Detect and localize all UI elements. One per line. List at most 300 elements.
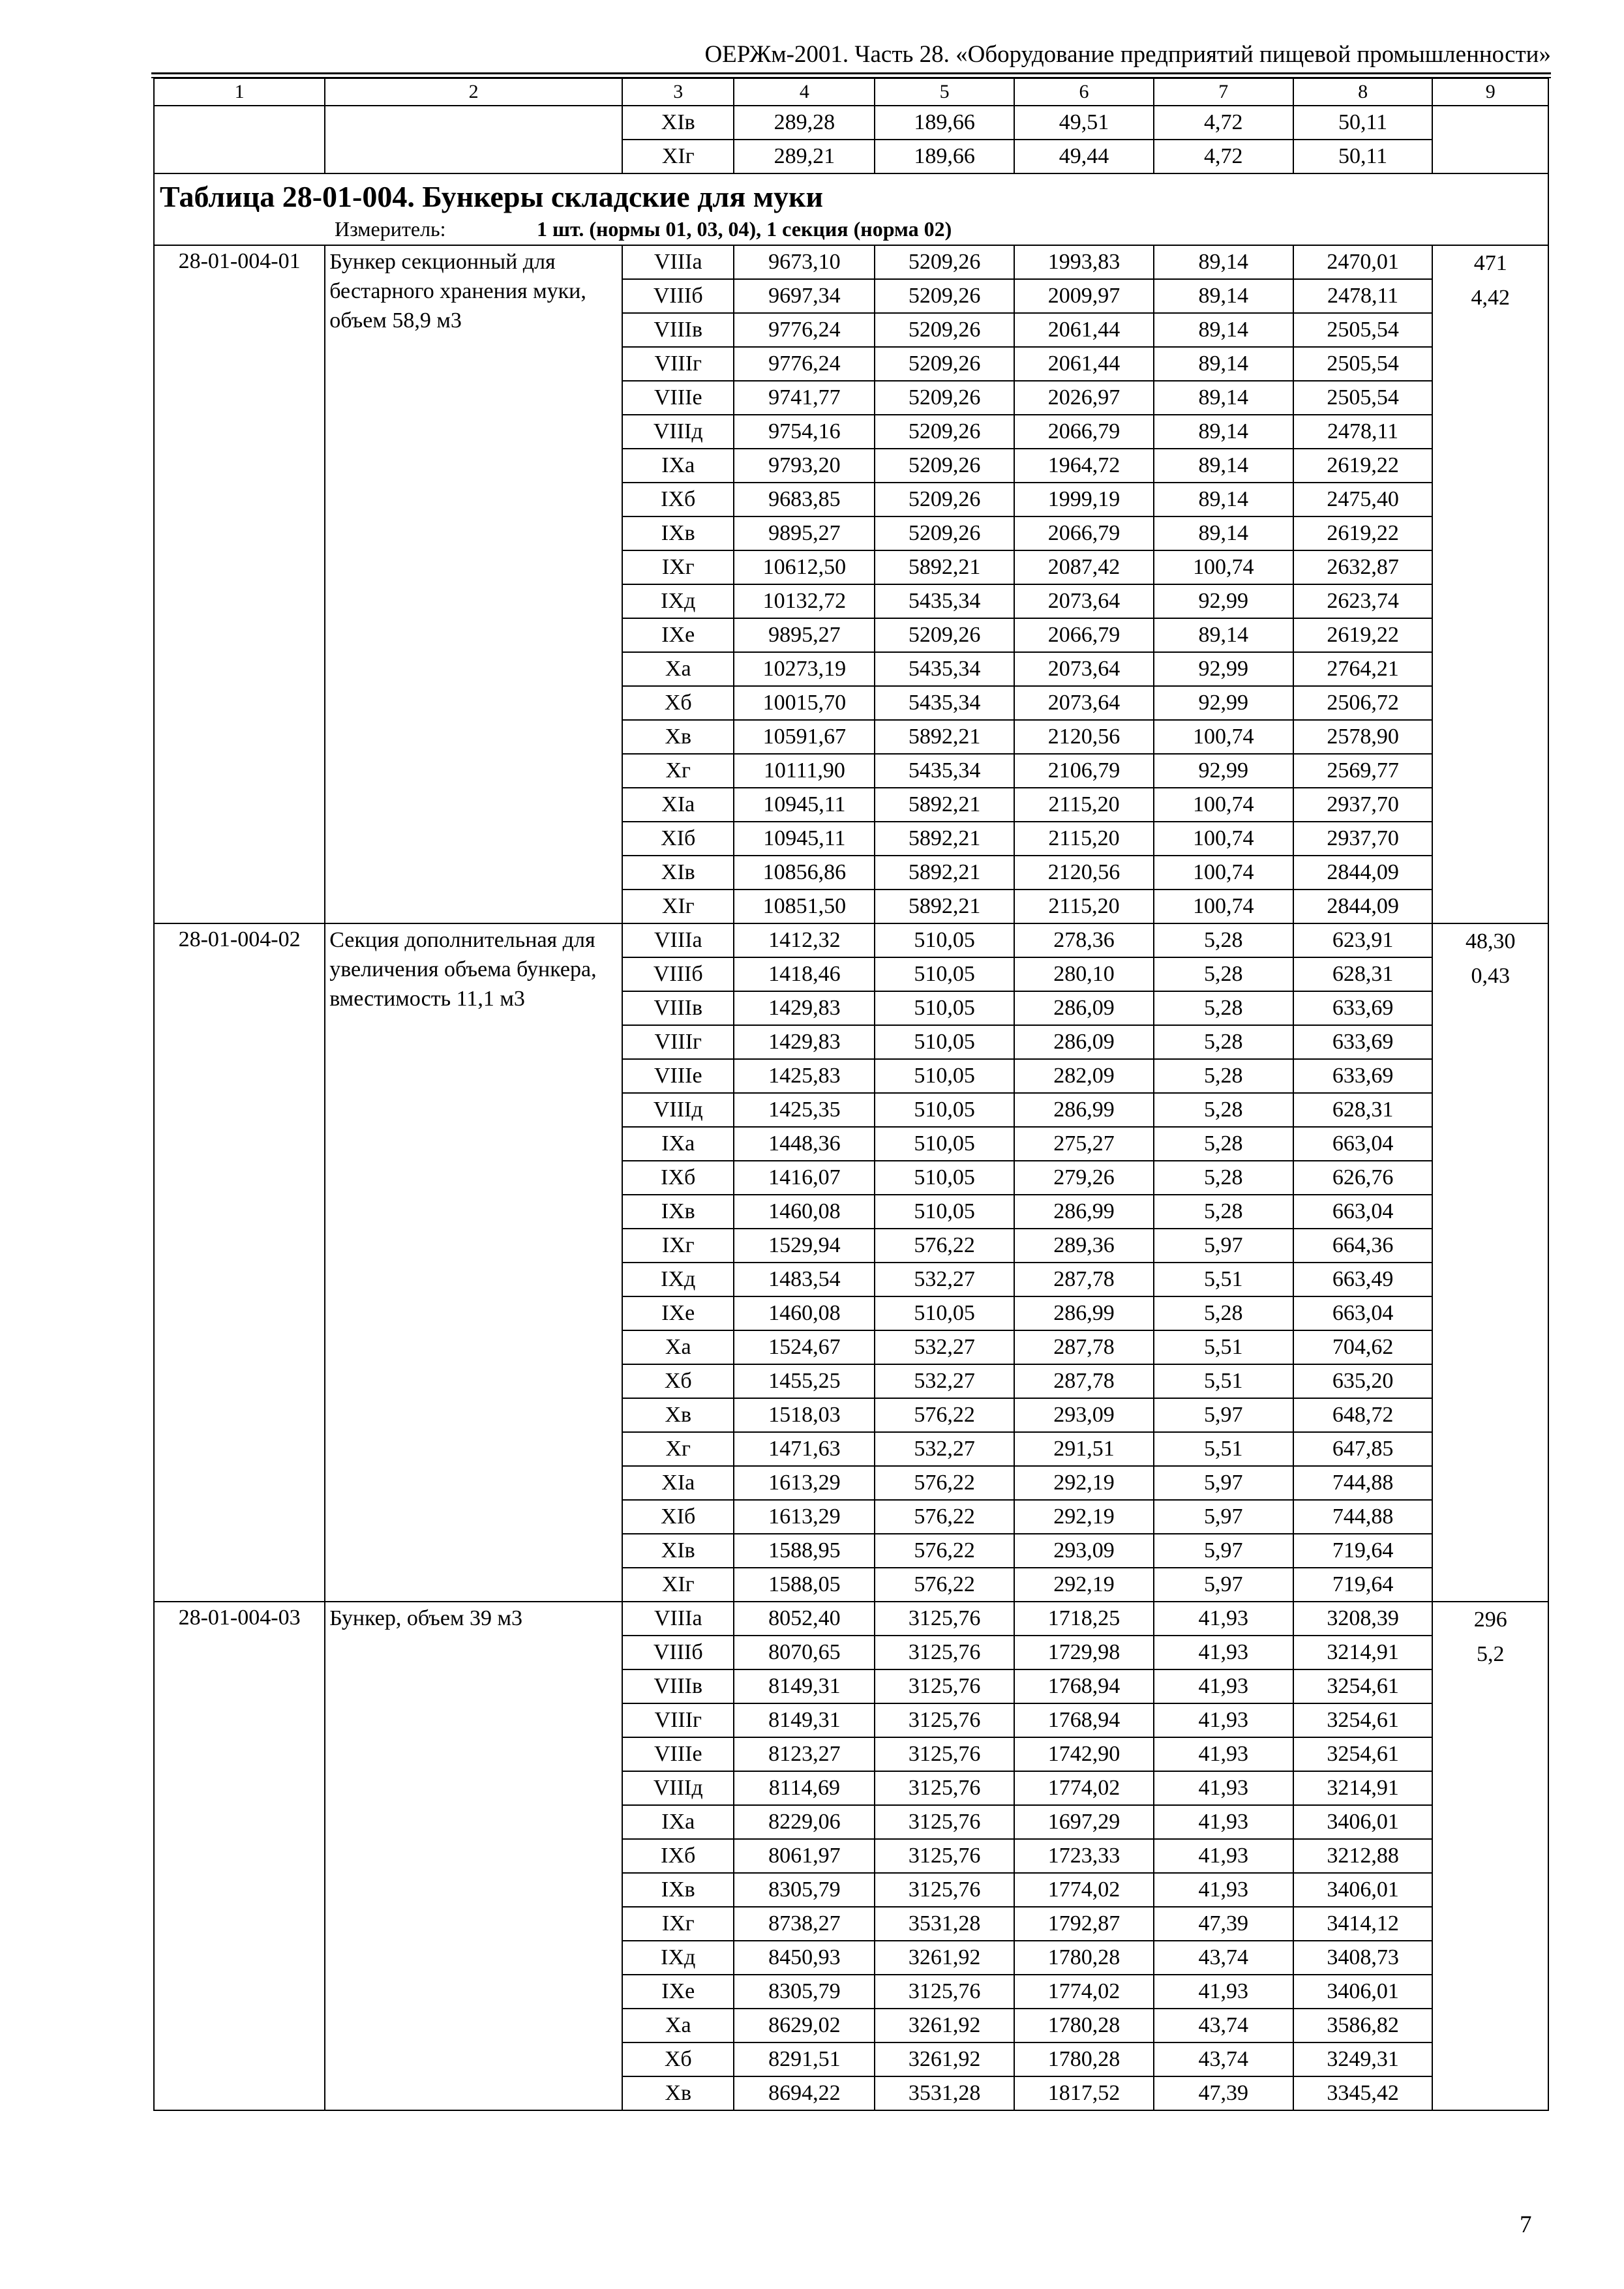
value-cell: 293,09 <box>1014 1534 1154 1568</box>
value-cell: 1723,33 <box>1014 1839 1154 1873</box>
page-number: 7 <box>1520 2211 1532 2238</box>
value-cell: 9793,20 <box>734 449 875 483</box>
value-cell: 2115,20 <box>1014 788 1154 822</box>
zone-cell: IXд <box>622 1263 734 1296</box>
column-number-cell: 1 <box>154 78 325 106</box>
column-number-cell: 7 <box>1154 78 1293 106</box>
value-cell: 89,14 <box>1154 279 1293 313</box>
norms-table <box>153 78 1549 2111</box>
value-cell: 1613,29 <box>734 1500 875 1534</box>
value-cell: 41,93 <box>1154 1602 1293 1636</box>
value-cell: 1780,28 <box>1014 1941 1154 1975</box>
value-cell: 2844,09 <box>1293 856 1433 890</box>
value-cell: 2937,70 <box>1293 788 1433 822</box>
value-cell: 287,78 <box>1014 1364 1154 1398</box>
value-cell: 100,74 <box>1154 890 1293 923</box>
zone-cell: IXб <box>622 483 734 516</box>
value-cell: 5435,34 <box>875 584 1014 618</box>
value-cell: 100,74 <box>1154 550 1293 584</box>
value-cell: 275,27 <box>1014 1127 1154 1161</box>
value-cell: 5,97 <box>1154 1229 1293 1263</box>
value-cell: 100,74 <box>1154 822 1293 856</box>
value-cell: 3214,91 <box>1293 1636 1433 1669</box>
column-number-cell: 5 <box>875 78 1014 106</box>
table-title: Таблица 28-01-004. Бункеры складские для муки <box>160 180 824 213</box>
value-cell: 5,28 <box>1154 957 1293 991</box>
value-cell: 5,97 <box>1154 1398 1293 1432</box>
value-cell: 8149,31 <box>734 1669 875 1703</box>
value-cell: 2478,11 <box>1293 279 1433 313</box>
zone-cell: Xг <box>622 1432 734 1466</box>
value-cell: 1817,52 <box>1014 2076 1154 2110</box>
value-cell: 2475,40 <box>1293 483 1433 516</box>
value-cell: 2506,72 <box>1293 686 1433 720</box>
value-cell: 41,93 <box>1154 1873 1293 1907</box>
value-cell: 89,14 <box>1154 449 1293 483</box>
value-cell: 2478,11 <box>1293 415 1433 449</box>
value-cell: 9683,85 <box>734 483 875 516</box>
value-cell: 47,39 <box>1154 2076 1293 2110</box>
value-cell: 532,27 <box>875 1263 1014 1296</box>
table-row <box>154 106 1548 140</box>
value-cell: 92,99 <box>1154 754 1293 788</box>
value-cell: 1429,83 <box>734 991 875 1025</box>
col9-cell <box>1432 923 1548 1602</box>
value-cell: 1588,95 <box>734 1534 875 1568</box>
value-cell: 1416,07 <box>734 1161 875 1195</box>
value-cell: 5209,26 <box>875 347 1014 381</box>
value-cell: 532,27 <box>875 1364 1014 1398</box>
value-cell: 5209,26 <box>875 449 1014 483</box>
value-cell: 41,93 <box>1154 1703 1293 1737</box>
zone-cell: IXв <box>622 1195 734 1229</box>
value-cell: 8052,40 <box>734 1602 875 1636</box>
value-cell: 576,22 <box>875 1398 1014 1432</box>
value-cell: 576,22 <box>875 1229 1014 1263</box>
table-title-cell <box>154 173 1548 245</box>
value-cell: 50,11 <box>1293 106 1433 140</box>
zone-cell: XIа <box>622 788 734 822</box>
value-cell: 1999,19 <box>1014 483 1154 516</box>
value-cell: 1774,02 <box>1014 1975 1154 2009</box>
zone-cell: VIIIе <box>622 1737 734 1771</box>
value-cell: 3531,28 <box>875 2076 1014 2110</box>
value-cell: 1729,98 <box>1014 1636 1154 1669</box>
col9-cell <box>1432 1602 1548 2110</box>
value-cell: 2470,01 <box>1293 245 1433 279</box>
value-cell: 89,14 <box>1154 516 1293 550</box>
value-cell: 5,28 <box>1154 1059 1293 1093</box>
value-cell: 289,21 <box>734 140 875 173</box>
col9-value: 48,30 <box>1465 929 1516 953</box>
value-cell: 10132,72 <box>734 584 875 618</box>
value-cell: 292,19 <box>1014 1500 1154 1534</box>
value-cell: 1780,28 <box>1014 2042 1154 2076</box>
value-cell: 2115,20 <box>1014 890 1154 923</box>
value-cell: 3254,61 <box>1293 1703 1433 1737</box>
value-cell: 5,28 <box>1154 1025 1293 1059</box>
value-cell: 100,74 <box>1154 788 1293 822</box>
value-cell: 9895,27 <box>734 618 875 652</box>
zone-cell: XIв <box>622 856 734 890</box>
value-cell: 5892,21 <box>875 822 1014 856</box>
value-cell: 41,93 <box>1154 1839 1293 1873</box>
description-cell: Бункер, объем 39 м3 <box>325 1602 622 2110</box>
value-cell: 10015,70 <box>734 686 875 720</box>
value-cell: 1774,02 <box>1014 1873 1154 1907</box>
value-cell: 49,51 <box>1014 106 1154 140</box>
value-cell: 2632,87 <box>1293 550 1433 584</box>
code-cell: 28-01-004-03 <box>154 1602 325 2110</box>
value-cell: 289,36 <box>1014 1229 1154 1263</box>
value-cell: 10591,67 <box>734 720 875 754</box>
value-cell: 2619,22 <box>1293 449 1433 483</box>
value-cell: 89,14 <box>1154 415 1293 449</box>
value-cell: 1742,90 <box>1014 1737 1154 1771</box>
value-cell: 5892,21 <box>875 720 1014 754</box>
value-cell: 510,05 <box>875 1161 1014 1195</box>
value-cell: 3531,28 <box>875 1907 1014 1941</box>
value-cell: 3125,76 <box>875 1602 1014 1636</box>
value-cell: 89,14 <box>1154 245 1293 279</box>
value-cell: 2844,09 <box>1293 890 1433 923</box>
value-cell: 89,14 <box>1154 347 1293 381</box>
zone-cell: Xв <box>622 720 734 754</box>
value-cell: 2115,20 <box>1014 822 1154 856</box>
value-cell: 2619,22 <box>1293 618 1433 652</box>
value-cell: 2505,54 <box>1293 313 1433 347</box>
zone-cell: Xа <box>622 2009 734 2042</box>
zone-cell: Xа <box>622 1330 734 1364</box>
value-cell: 1768,94 <box>1014 1669 1154 1703</box>
value-cell: 2009,97 <box>1014 279 1154 313</box>
value-cell: 2623,74 <box>1293 584 1433 618</box>
value-cell: 1524,67 <box>734 1330 875 1364</box>
value-cell: 2569,77 <box>1293 754 1433 788</box>
value-cell: 3125,76 <box>875 1737 1014 1771</box>
value-cell: 287,78 <box>1014 1330 1154 1364</box>
zone-cell: Xб <box>622 686 734 720</box>
value-cell: 532,27 <box>875 1432 1014 1466</box>
value-cell: 8305,79 <box>734 1975 875 2009</box>
value-cell: 3125,76 <box>875 1873 1014 1907</box>
value-cell: 663,49 <box>1293 1263 1433 1296</box>
zone-cell: VIIIд <box>622 415 734 449</box>
value-cell: 9741,77 <box>734 381 875 415</box>
value-cell: 5,28 <box>1154 1195 1293 1229</box>
value-cell: 719,64 <box>1293 1568 1433 1602</box>
value-cell: 5209,26 <box>875 313 1014 347</box>
zone-cell: VIIIг <box>622 347 734 381</box>
value-cell: 2106,79 <box>1014 754 1154 788</box>
value-cell: 2505,54 <box>1293 381 1433 415</box>
value-cell: 49,44 <box>1014 140 1154 173</box>
value-cell: 633,69 <box>1293 991 1433 1025</box>
value-cell: 50,11 <box>1293 140 1433 173</box>
table-row <box>154 923 1548 957</box>
value-cell: 10612,50 <box>734 550 875 584</box>
value-cell: 10945,11 <box>734 822 875 856</box>
value-cell: 647,85 <box>1293 1432 1433 1466</box>
col9-value: 471 <box>1473 251 1507 275</box>
value-cell: 3208,39 <box>1293 1602 1433 1636</box>
column-number-cell: 4 <box>734 78 875 106</box>
value-cell: 576,22 <box>875 1568 1014 1602</box>
value-cell: 5,97 <box>1154 1534 1293 1568</box>
zone-cell: IXв <box>622 1873 734 1907</box>
value-cell: 8114,69 <box>734 1771 875 1805</box>
value-cell: 3125,76 <box>875 1975 1014 2009</box>
value-cell: 5209,26 <box>875 279 1014 313</box>
column-number-cell: 8 <box>1293 78 1433 106</box>
value-cell: 3125,76 <box>875 1636 1014 1669</box>
value-cell: XIв <box>622 106 734 140</box>
zone-cell: IXе <box>622 1296 734 1330</box>
value-cell: 8070,65 <box>734 1636 875 1669</box>
zone-cell: VIIIе <box>622 1059 734 1093</box>
zone-cell: VIIIа <box>622 245 734 279</box>
column-number-row <box>154 78 1548 106</box>
value-cell: 3125,76 <box>875 1703 1014 1737</box>
zone-cell: VIIIг <box>622 1703 734 1737</box>
value-cell: 41,93 <box>1154 1975 1293 2009</box>
value-cell: 5209,26 <box>875 618 1014 652</box>
zone-cell: XIг <box>622 1568 734 1602</box>
value-cell: 5892,21 <box>875 890 1014 923</box>
zone-cell: VIIIб <box>622 1636 734 1669</box>
value-cell: 41,93 <box>1154 1771 1293 1805</box>
value-cell: 532,27 <box>875 1330 1014 1364</box>
column-number-cell: 2 <box>325 78 622 106</box>
table-row <box>154 245 1548 279</box>
value-cell: 2066,79 <box>1014 618 1154 652</box>
value-cell: 3414,12 <box>1293 1907 1433 1941</box>
value-cell: 1448,36 <box>734 1127 875 1161</box>
value-cell: 89,14 <box>1154 618 1293 652</box>
value-cell: 286,99 <box>1014 1296 1154 1330</box>
value-cell: 628,31 <box>1293 1093 1433 1127</box>
value-cell: 291,51 <box>1014 1432 1154 1466</box>
value-cell: 704,62 <box>1293 1330 1433 1364</box>
value-cell: 576,22 <box>875 1534 1014 1568</box>
value-cell: 510,05 <box>875 1093 1014 1127</box>
zone-cell: Xб <box>622 1364 734 1398</box>
value-cell: 92,99 <box>1154 584 1293 618</box>
value-cell: 286,99 <box>1014 1093 1154 1127</box>
value-cell: 47,39 <box>1154 1907 1293 1941</box>
value-cell: 8291,51 <box>734 2042 875 2076</box>
value-cell: 1412,32 <box>734 923 875 957</box>
value-cell: 3125,76 <box>875 1669 1014 1703</box>
description-cell: Секция дополнительная для увеличения объема бункера, вместимость 11,1 м3 <box>325 923 622 1602</box>
value-cell: 5892,21 <box>875 856 1014 890</box>
value-cell: 510,05 <box>875 991 1014 1025</box>
code-cell: 28-01-004-02 <box>154 923 325 1602</box>
value-cell: 1429,83 <box>734 1025 875 1059</box>
col9-value: 0,43 <box>1471 964 1510 988</box>
value-cell: 3406,01 <box>1293 1975 1433 2009</box>
value-cell: 9776,24 <box>734 347 875 381</box>
zone-cell: VIIIе <box>622 381 734 415</box>
value-cell: 1518,03 <box>734 1398 875 1432</box>
value-cell: 10273,19 <box>734 652 875 686</box>
zone-cell: Xг <box>622 754 734 788</box>
value-cell: 41,93 <box>1154 1737 1293 1771</box>
value-cell: 633,69 <box>1293 1025 1433 1059</box>
value-cell: 8738,27 <box>734 1907 875 1941</box>
zone-cell: VIIIг <box>622 1025 734 1059</box>
value-cell: 2061,44 <box>1014 313 1154 347</box>
value-cell: 2937,70 <box>1293 822 1433 856</box>
value-cell: 3125,76 <box>875 1771 1014 1805</box>
value-cell: 5,51 <box>1154 1330 1293 1364</box>
value-cell: 10945,11 <box>734 788 875 822</box>
value-cell: 3214,91 <box>1293 1771 1433 1805</box>
value-cell: 510,05 <box>875 1025 1014 1059</box>
zone-cell: VIIIа <box>622 1602 734 1636</box>
value-cell: 89,14 <box>1154 313 1293 347</box>
value-cell: 1774,02 <box>1014 1771 1154 1805</box>
value-cell: XIг <box>622 140 734 173</box>
value-cell: 92,99 <box>1154 652 1293 686</box>
value-cell: 4,72 <box>1154 140 1293 173</box>
zone-cell: IXв <box>622 516 734 550</box>
value-cell: 5,28 <box>1154 1161 1293 1195</box>
value-cell: 8305,79 <box>734 1873 875 1907</box>
zone-cell: VIIIд <box>622 1093 734 1127</box>
zone-cell: VIIIб <box>622 279 734 313</box>
value-cell: 293,09 <box>1014 1398 1154 1432</box>
value-cell: 1588,05 <box>734 1568 875 1602</box>
unit-line <box>160 216 1544 242</box>
header-rule <box>151 72 1551 74</box>
zone-cell: IXа <box>622 1127 734 1161</box>
code-cell: 28-01-004-01 <box>154 245 325 923</box>
value-cell: 648,72 <box>1293 1398 1433 1432</box>
value-cell: 1792,87 <box>1014 1907 1154 1941</box>
value-cell: 5,97 <box>1154 1466 1293 1500</box>
value-cell: 9776,24 <box>734 313 875 347</box>
value-cell: 1460,08 <box>734 1195 875 1229</box>
zone-cell: IXд <box>622 1941 734 1975</box>
value-cell: 5,51 <box>1154 1432 1293 1466</box>
value-cell: 2764,21 <box>1293 652 1433 686</box>
col9-value: 296 <box>1473 1608 1507 1632</box>
value-cell: 3261,92 <box>875 1941 1014 1975</box>
value-cell: 2505,54 <box>1293 347 1433 381</box>
value-cell: 89,14 <box>1154 483 1293 516</box>
value-cell: 3406,01 <box>1293 1805 1433 1839</box>
zone-cell: VIIIв <box>622 991 734 1025</box>
value-cell: 510,05 <box>875 957 1014 991</box>
code-cell <box>154 106 325 173</box>
value-cell: 279,26 <box>1014 1161 1154 1195</box>
value-cell: 9754,16 <box>734 415 875 449</box>
value-cell: 2061,44 <box>1014 347 1154 381</box>
value-cell: 744,88 <box>1293 1466 1433 1500</box>
value-cell: 100,74 <box>1154 856 1293 890</box>
zone-cell: Xа <box>622 652 734 686</box>
value-cell: 2073,64 <box>1014 686 1154 720</box>
value-cell: 278,36 <box>1014 923 1154 957</box>
value-cell: 92,99 <box>1154 686 1293 720</box>
running-header: ОЕРЖм-2001. Часть 28. «Оборудование предприятий пищевой промышленности» <box>704 41 1551 68</box>
zone-cell: IXд <box>622 584 734 618</box>
value-cell: 663,04 <box>1293 1127 1433 1161</box>
value-cell: 3212,88 <box>1293 1839 1433 1873</box>
value-cell: 286,09 <box>1014 1025 1154 1059</box>
value-cell: 286,09 <box>1014 991 1154 1025</box>
value-cell: 663,04 <box>1293 1195 1433 1229</box>
value-cell: 100,74 <box>1154 720 1293 754</box>
value-cell: 1613,29 <box>734 1466 875 1500</box>
value-cell: 8629,02 <box>734 2009 875 2042</box>
value-cell: 292,19 <box>1014 1568 1154 1602</box>
value-cell: 3125,76 <box>875 1805 1014 1839</box>
value-cell: 189,66 <box>875 140 1014 173</box>
value-cell: 510,05 <box>875 1296 1014 1330</box>
value-cell: 9895,27 <box>734 516 875 550</box>
value-cell: 628,31 <box>1293 957 1433 991</box>
value-cell: 43,74 <box>1154 1941 1293 1975</box>
value-cell: 4,72 <box>1154 106 1293 140</box>
zone-cell: IXб <box>622 1161 734 1195</box>
value-cell: 8229,06 <box>734 1805 875 1839</box>
value-cell: 3254,61 <box>1293 1669 1433 1703</box>
value-cell: 1418,46 <box>734 957 875 991</box>
value-cell: 5435,34 <box>875 686 1014 720</box>
zone-cell: IXб <box>622 1839 734 1873</box>
value-cell: 5209,26 <box>875 415 1014 449</box>
zone-cell: IXа <box>622 1805 734 1839</box>
value-cell: 1718,25 <box>1014 1602 1154 1636</box>
value-cell: 5435,34 <box>875 754 1014 788</box>
col9-cell <box>1432 106 1548 173</box>
zone-cell: VIIIб <box>622 957 734 991</box>
value-cell: 2073,64 <box>1014 584 1154 618</box>
value-cell: 3586,82 <box>1293 2009 1433 2042</box>
value-cell: 576,22 <box>875 1466 1014 1500</box>
value-cell: 10111,90 <box>734 754 875 788</box>
value-cell: 1780,28 <box>1014 2009 1154 2042</box>
value-cell: 89,14 <box>1154 381 1293 415</box>
value-cell: 576,22 <box>875 1500 1014 1534</box>
value-cell: 2066,79 <box>1014 516 1154 550</box>
value-cell: 2619,22 <box>1293 516 1433 550</box>
value-cell: 1425,83 <box>734 1059 875 1093</box>
zone-cell: VIIIд <box>622 1771 734 1805</box>
value-cell: 1460,08 <box>734 1296 875 1330</box>
value-cell: 1455,25 <box>734 1364 875 1398</box>
value-cell: 41,93 <box>1154 1805 1293 1839</box>
value-cell: 1483,54 <box>734 1263 875 1296</box>
value-cell: 9673,10 <box>734 245 875 279</box>
value-cell: 5,28 <box>1154 923 1293 957</box>
value-cell: 663,04 <box>1293 1296 1433 1330</box>
zone-cell: XIг <box>622 890 734 923</box>
value-cell: 292,19 <box>1014 1466 1154 1500</box>
value-cell: 282,09 <box>1014 1059 1154 1093</box>
zone-cell: IXе <box>622 1975 734 2009</box>
value-cell: 2087,42 <box>1014 550 1154 584</box>
value-cell: 1993,83 <box>1014 245 1154 279</box>
value-cell: 635,20 <box>1293 1364 1433 1398</box>
zone-cell: Xб <box>622 2042 734 2076</box>
value-cell: 5209,26 <box>875 245 1014 279</box>
zone-cell: Xв <box>622 2076 734 2110</box>
value-cell: 3254,61 <box>1293 1737 1433 1771</box>
value-cell: 9697,34 <box>734 279 875 313</box>
